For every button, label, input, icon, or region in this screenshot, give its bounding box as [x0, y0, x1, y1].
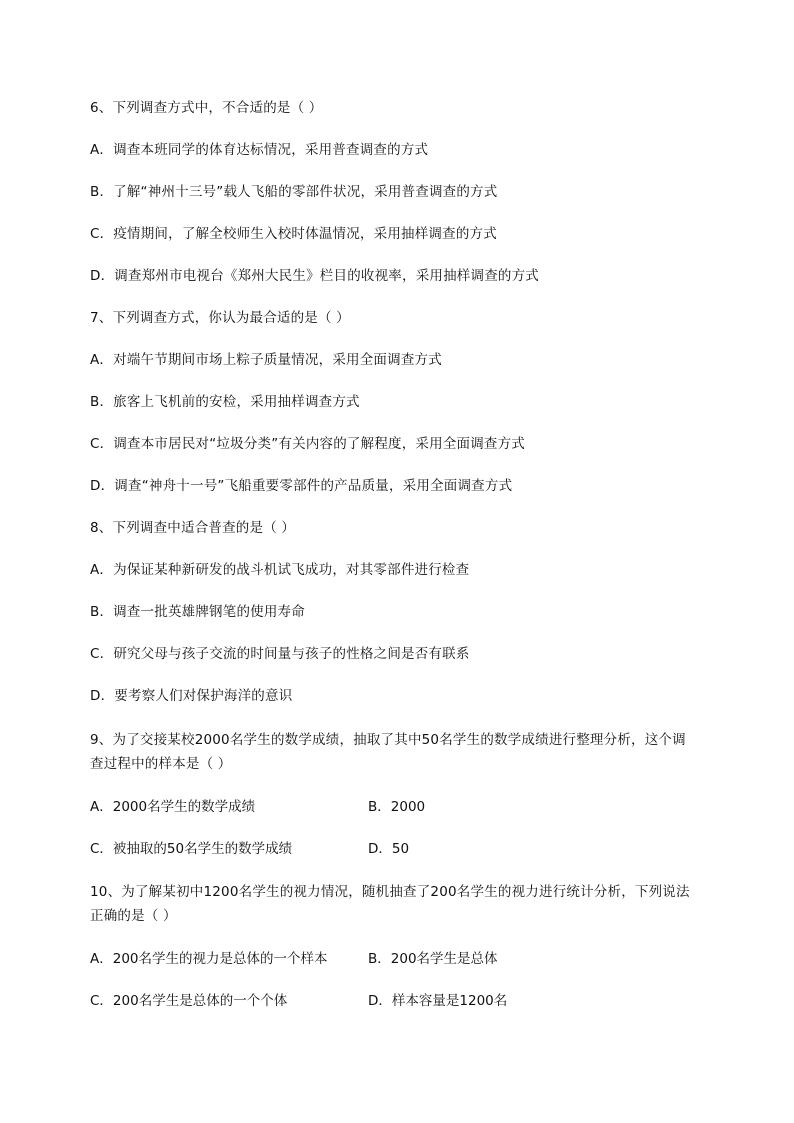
- question-10-stem-line-1: 10、为了解某初中1200名学生的视力情况，随机抽查了200名学生的视力进行统计分析，下列说法: [90, 884, 690, 900]
- question-7-stem: 7、下列调查方式，你认为最合适的是（ ）: [90, 310, 350, 326]
- question-10-option-d: D．样本容量是1200名: [368, 993, 508, 1009]
- question-10-option-b: B．200名学生是总体: [368, 951, 498, 967]
- question-7-option-b: B．旅客上飞机前的安检，采用抽样调查方式: [90, 394, 360, 410]
- question-7-option-c: C．调查本市居民对“垃圾分类”有关内容的了解程度，采用全面调查方式: [90, 436, 526, 452]
- question-7-option-a: A．对端午节期间市场上粽子质量情况，采用全面调查方式: [90, 352, 442, 368]
- question-8-option-a: A．为保证某种新研发的战斗机试飞成功，对其零部件进行检查: [90, 562, 470, 578]
- question-6-stem: 6、下列调查方式中，不合适的是（ ）: [90, 100, 323, 116]
- question-7-option-d: D．调查“神舟十一号”飞船重要零部件的产品质量，采用全面调查方式: [90, 478, 513, 494]
- question-10-option-c: C．200名学生是总体的一个个体: [90, 993, 288, 1009]
- question-9-option-d: D．50: [368, 841, 410, 857]
- question-10-option-a: A．200名学生的视力是总体的一个样本: [90, 951, 328, 967]
- question-6-option-d: D．调查郑州市电视台《郑州大民生》栏目的收视率，采用抽样调查的方式: [90, 268, 539, 284]
- question-6-option-a: A．调查本班同学的体育达标情况，采用普查调查的方式: [90, 142, 429, 158]
- question-8-option-c: C．研究父母与孩子交流的时间量与孩子的性格之间是否有联系: [90, 646, 470, 662]
- question-8-option-b: B．调查一批英雄牌钢笔的使用寿命: [90, 604, 305, 620]
- question-10-stem-line-2: 正确的是（ ）: [90, 908, 177, 924]
- question-8-stem: 8、下列调查中适合普查的是（ ）: [90, 520, 296, 536]
- question-9-option-a: A．2000名学生的数学成绩: [90, 799, 256, 815]
- question-9-stem-line-2: 查过程中的样本是（ ）: [90, 756, 232, 772]
- question-6-option-c: C．疫情期间，了解全校师生入校时体温情况，采用抽样调查的方式: [90, 226, 497, 242]
- question-6-option-b: B．了解“神州十三号”载人飞船的零部件状况，采用普查调查的方式: [90, 184, 498, 200]
- question-8-option-d: D．要考察人们对保护海洋的意识: [90, 688, 293, 704]
- question-9-stem-line-1: 9、为了交接某校2000名学生的数学成绩，抽取了其中50名学生的数学成绩进行整理分析，这个调: [90, 732, 686, 748]
- question-9-option-c: C．被抽取的50名学生的数学成绩: [90, 841, 293, 857]
- question-9-option-b: B．2000: [368, 799, 426, 815]
